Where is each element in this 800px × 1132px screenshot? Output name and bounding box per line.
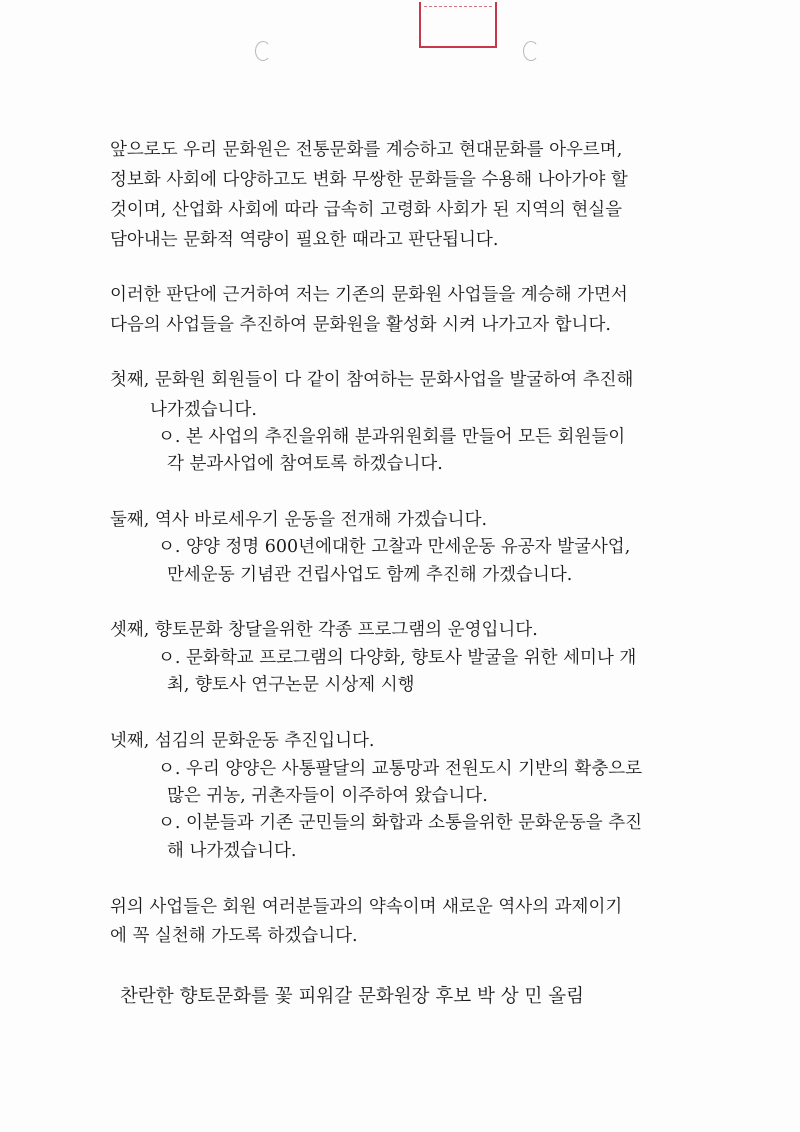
fourth-bullet-1-line-2: 많은 귀농, 귀촌자들이 이주하여 왔습니다. [167, 786, 488, 806]
third-title: 셋째, 향토문화 창달을위한 각종 프로그램의 운영입니다. [110, 620, 538, 640]
plan-line-2: 다음의 사업들을 추진하여 문화원을 활성화 시켜 나가고자 합니다. [110, 315, 611, 335]
first-title-line-1: 첫째, 문화원 회원들이 다 같이 참여하는 문화사업을 발굴하여 추진해 [110, 370, 634, 390]
closing-line-2: 에 꼭 실천해 가도록 하겠습니다. [110, 926, 358, 946]
second-bullet-line-1: ㅇ. 양양 정명 600년에대한 고찰과 만세운동 유공자 발굴사업, [158, 537, 631, 557]
closing-line-1: 위의 사업들은 회원 여러분들과의 약속이며 새로운 역사의 과제이기 [110, 897, 623, 917]
third-bullet-line-2: 최, 향토사 연구논문 시상제 시행 [167, 675, 415, 695]
intro-line-3: 것이며, 산업화 사회에 따라 급속히 고령화 사회가 된 지역의 현실을 [110, 200, 623, 220]
fourth-title: 넷째, 섬김의 문화운동 추진입니다. [110, 731, 375, 751]
punch-hole-right [523, 41, 539, 61]
first-title-line-2: 나가겠습니다. [150, 400, 257, 420]
punch-hole-left [255, 41, 271, 61]
second-bullet-line-2: 만세운동 기념관 건립사업도 함께 추진해 가겠습니다. [167, 565, 573, 585]
fourth-bullet-2-line-2: 해 나가겠습니다. [167, 841, 297, 861]
signature-line: 찬란한 향토문화를 꽃 피워갈 문화원장 후보 박 상 민 올림 [120, 986, 584, 1007]
seal-stamp [419, 2, 497, 48]
intro-line-1: 앞으로도 우리 문화원은 전통문화를 계승하고 현대문화를 아우르며, [110, 140, 623, 160]
intro-line-2: 정보화 사회에 다양하고도 변화 무쌍한 문화들을 수용해 나아가야 할 [110, 170, 628, 190]
first-bullet-line-1: ㅇ. 본 사업의 추진을위해 분과위원회를 만들어 모든 회원들이 [158, 427, 626, 447]
second-title: 둘째, 역사 바로세우기 운동을 전개해 가겠습니다. [110, 510, 488, 530]
plan-line-1: 이러한 판단에 근거하여 저는 기존의 문화원 사업들을 계승해 가면서 [110, 285, 628, 305]
first-bullet-line-2: 각 분과사업에 참여토록 하겠습니다. [167, 454, 443, 474]
intro-line-4: 담아내는 문화적 역량이 필요한 때라고 판단됩니다. [110, 230, 499, 250]
fourth-bullet-1-line-1: ㅇ. 우리 양양은 사통팔달의 교통망과 전원도시 기반의 확충으로 [158, 759, 643, 779]
third-bullet-line-1: ㅇ. 문화학교 프로그램의 다양화, 향토사 발굴을 위한 세미나 개 [158, 648, 637, 668]
fourth-bullet-2-line-1: ㅇ. 이분들과 기존 군민들의 화합과 소통을위한 문화운동을 추진 [158, 813, 643, 833]
